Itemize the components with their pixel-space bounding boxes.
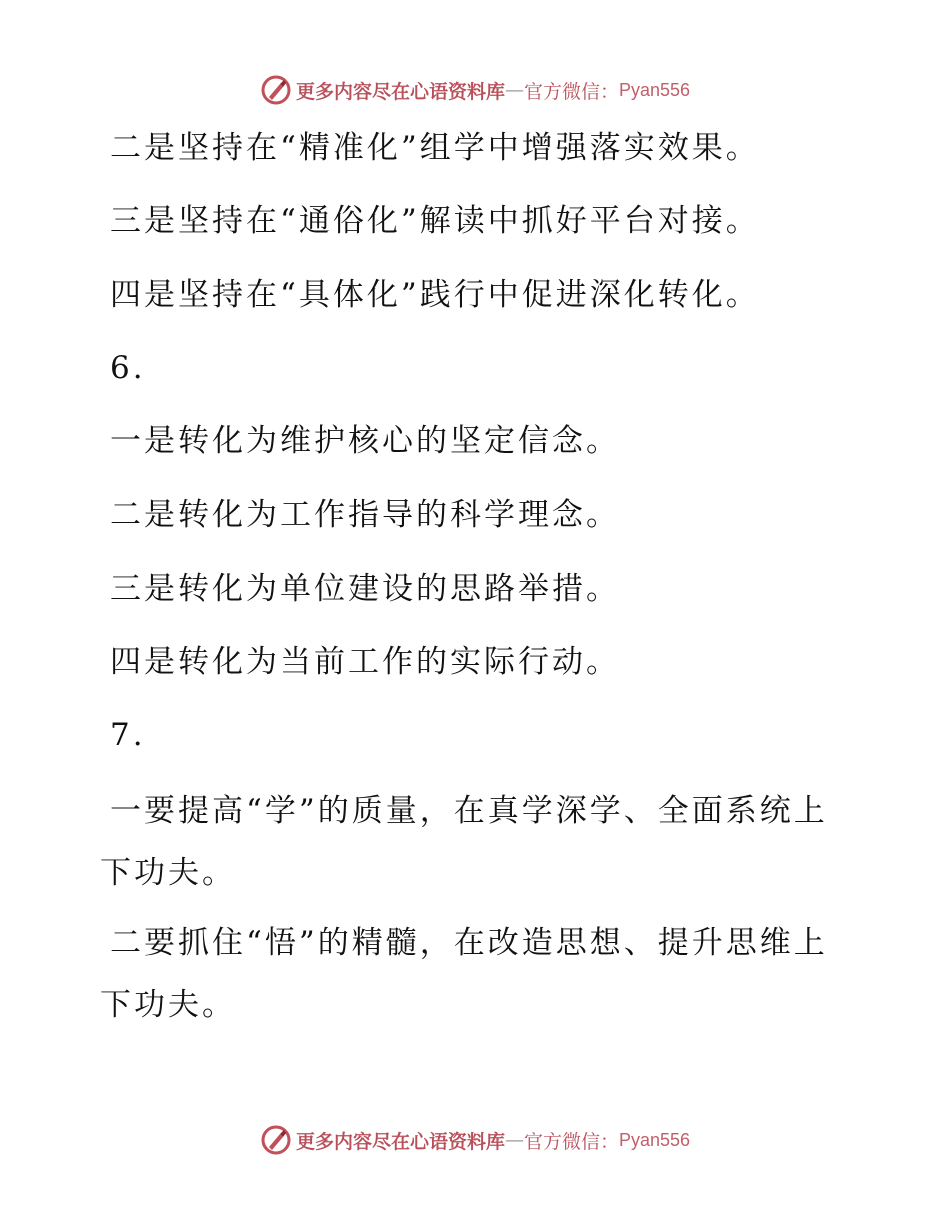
watermark-separator: —: [504, 79, 524, 101]
watermark-wechat-id: Pyan556: [618, 79, 691, 100]
text-line: 三是坚持在“通俗化”解读中抓好平台对接。: [110, 203, 760, 239]
text-line: 三是转化为单位建设的思路举措。: [110, 571, 620, 607]
text-line: 一是转化为维护核心的坚定信念。: [110, 423, 620, 459]
text-line: 四是坚持在“具体化”践行中促进深化转化。: [110, 277, 760, 313]
watermark-wechat-label: 官方微信：: [523, 1130, 619, 1153]
text-line: 二是坚持在“精准化”组学中增强落实效果。: [110, 130, 760, 166]
watermark-main-text: 更多内容尽在心语资料库: [295, 1130, 505, 1153]
watermark-separator: —: [504, 1129, 524, 1151]
pen-logo-icon: [260, 1124, 292, 1156]
text-paragraph: 一要提高“学”的质量，在真学深学、全面系统上下功夫。: [100, 793, 828, 891]
section-number: 7.: [110, 717, 146, 753]
text-paragraph: 二要抓住“悟”的精髓，在改造思想、提升思维上下功夫。: [100, 925, 828, 1023]
watermark-wechat-id: Pyan556: [618, 1129, 691, 1150]
watermark-wechat-label: 官方微信：: [523, 80, 619, 103]
text-line: 二是转化为工作指导的科学理念。: [110, 497, 620, 533]
footer-watermark: [0, 1120, 950, 1160]
text-line: 四是转化为当前工作的实际行动。: [110, 644, 620, 680]
section-number: 6.: [110, 350, 146, 386]
watermark-main-text: 更多内容尽在心语资料库: [295, 80, 505, 103]
